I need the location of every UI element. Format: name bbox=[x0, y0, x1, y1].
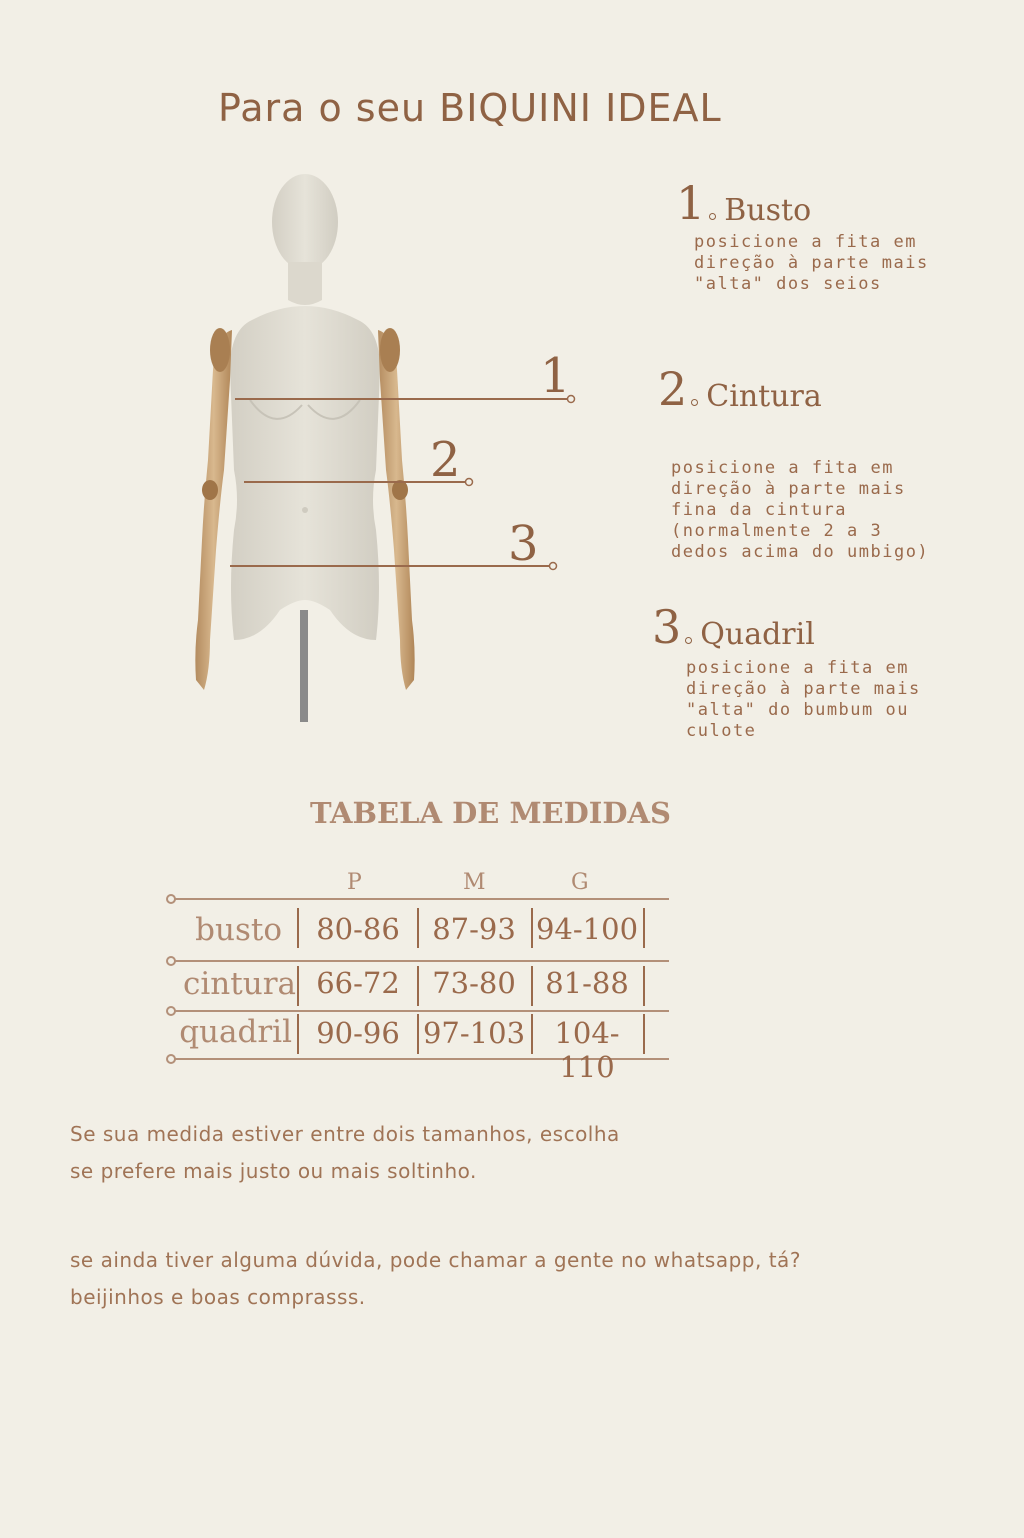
table-cell: 66-72 bbox=[316, 966, 400, 1000]
table-divider bbox=[297, 1014, 299, 1054]
table-divider bbox=[643, 966, 645, 1006]
mannequin-illustration bbox=[180, 170, 600, 730]
table-divider bbox=[643, 1014, 645, 1054]
size-header-g: G bbox=[571, 870, 589, 895]
step-description: posicione a fita em direção à parte mais "alta" do bumbum ou culote bbox=[686, 658, 921, 741]
step-description: posicione a fita em direção à parte mais fina da cintura (normalmente 2 a 3 dedos acima do umbigo) bbox=[671, 458, 930, 562]
table-cell: 90-96 bbox=[316, 1016, 400, 1050]
help-note-line: se ainda tiver alguma dúvida, pode chamar a gente no whatsapp, tá? bbox=[70, 1248, 801, 1272]
dot-icon bbox=[691, 399, 698, 406]
dot-icon bbox=[166, 1054, 176, 1064]
page-title: Para o seu BIQUINI IDEAL bbox=[218, 86, 722, 130]
dot-icon bbox=[685, 637, 692, 644]
marker-1: 1 bbox=[540, 348, 571, 404]
table-cell: 81-88 bbox=[545, 966, 629, 1000]
step-name: Busto bbox=[724, 193, 812, 228]
table-cell: 87-93 bbox=[432, 912, 516, 946]
table-cell: 94-100 bbox=[535, 912, 639, 946]
step-description: posicione a fita em direção à parte mais "alta" dos seios bbox=[694, 232, 929, 294]
mannequin-neck bbox=[288, 262, 322, 305]
size-tip-line: Se sua medida estiver entre dois tamanhos, escolha bbox=[70, 1122, 620, 1146]
marker-2: 2 bbox=[430, 432, 461, 488]
stand-pole bbox=[300, 610, 308, 722]
table-rule bbox=[172, 960, 669, 962]
dot-icon bbox=[166, 894, 176, 904]
table-rule bbox=[172, 898, 669, 900]
table-divider bbox=[417, 966, 419, 1006]
step-number: 1 bbox=[676, 176, 706, 230]
table-divider bbox=[417, 1014, 419, 1054]
table-divider bbox=[643, 908, 645, 948]
row-label-busto: busto bbox=[195, 912, 282, 948]
table-cell: 73-80 bbox=[432, 966, 516, 1000]
step-quadril bbox=[652, 600, 921, 742]
dot-icon bbox=[709, 213, 716, 220]
step-number: 3 bbox=[652, 600, 682, 654]
row-label-cintura: cintura bbox=[183, 966, 296, 1002]
dot-icon bbox=[166, 956, 176, 966]
right-arm bbox=[378, 330, 415, 690]
table-rule bbox=[172, 1010, 669, 1012]
table-title: TABELA DE MEDIDAS bbox=[310, 796, 671, 830]
help-note-line: beijinhos e boas comprasss. bbox=[70, 1285, 366, 1309]
size-header-p: P bbox=[347, 870, 362, 895]
mannequin-torso bbox=[230, 306, 380, 640]
table-cell: 80-86 bbox=[316, 912, 400, 946]
table-cell: 104-110 bbox=[554, 1016, 620, 1084]
step-number: 2 bbox=[658, 362, 688, 416]
row-label-quadril: quadril bbox=[179, 1014, 292, 1050]
size-header-m: M bbox=[463, 870, 486, 895]
size-tip bbox=[70, 1116, 620, 1190]
table-divider bbox=[297, 966, 299, 1006]
size-tip-line: se prefere mais justo ou mais soltinho. bbox=[70, 1159, 477, 1183]
left-arm bbox=[195, 330, 232, 690]
help-note bbox=[70, 1242, 801, 1316]
step-name: Cintura bbox=[706, 379, 822, 414]
step-busto bbox=[676, 176, 929, 295]
step-name: Quadril bbox=[700, 617, 815, 652]
step-cintura bbox=[658, 362, 930, 563]
table-divider bbox=[297, 908, 299, 948]
mannequin-head bbox=[272, 174, 338, 270]
marker-3: 3 bbox=[508, 516, 539, 572]
table-divider bbox=[417, 908, 419, 948]
table-cell: 97-103 bbox=[422, 1016, 526, 1050]
